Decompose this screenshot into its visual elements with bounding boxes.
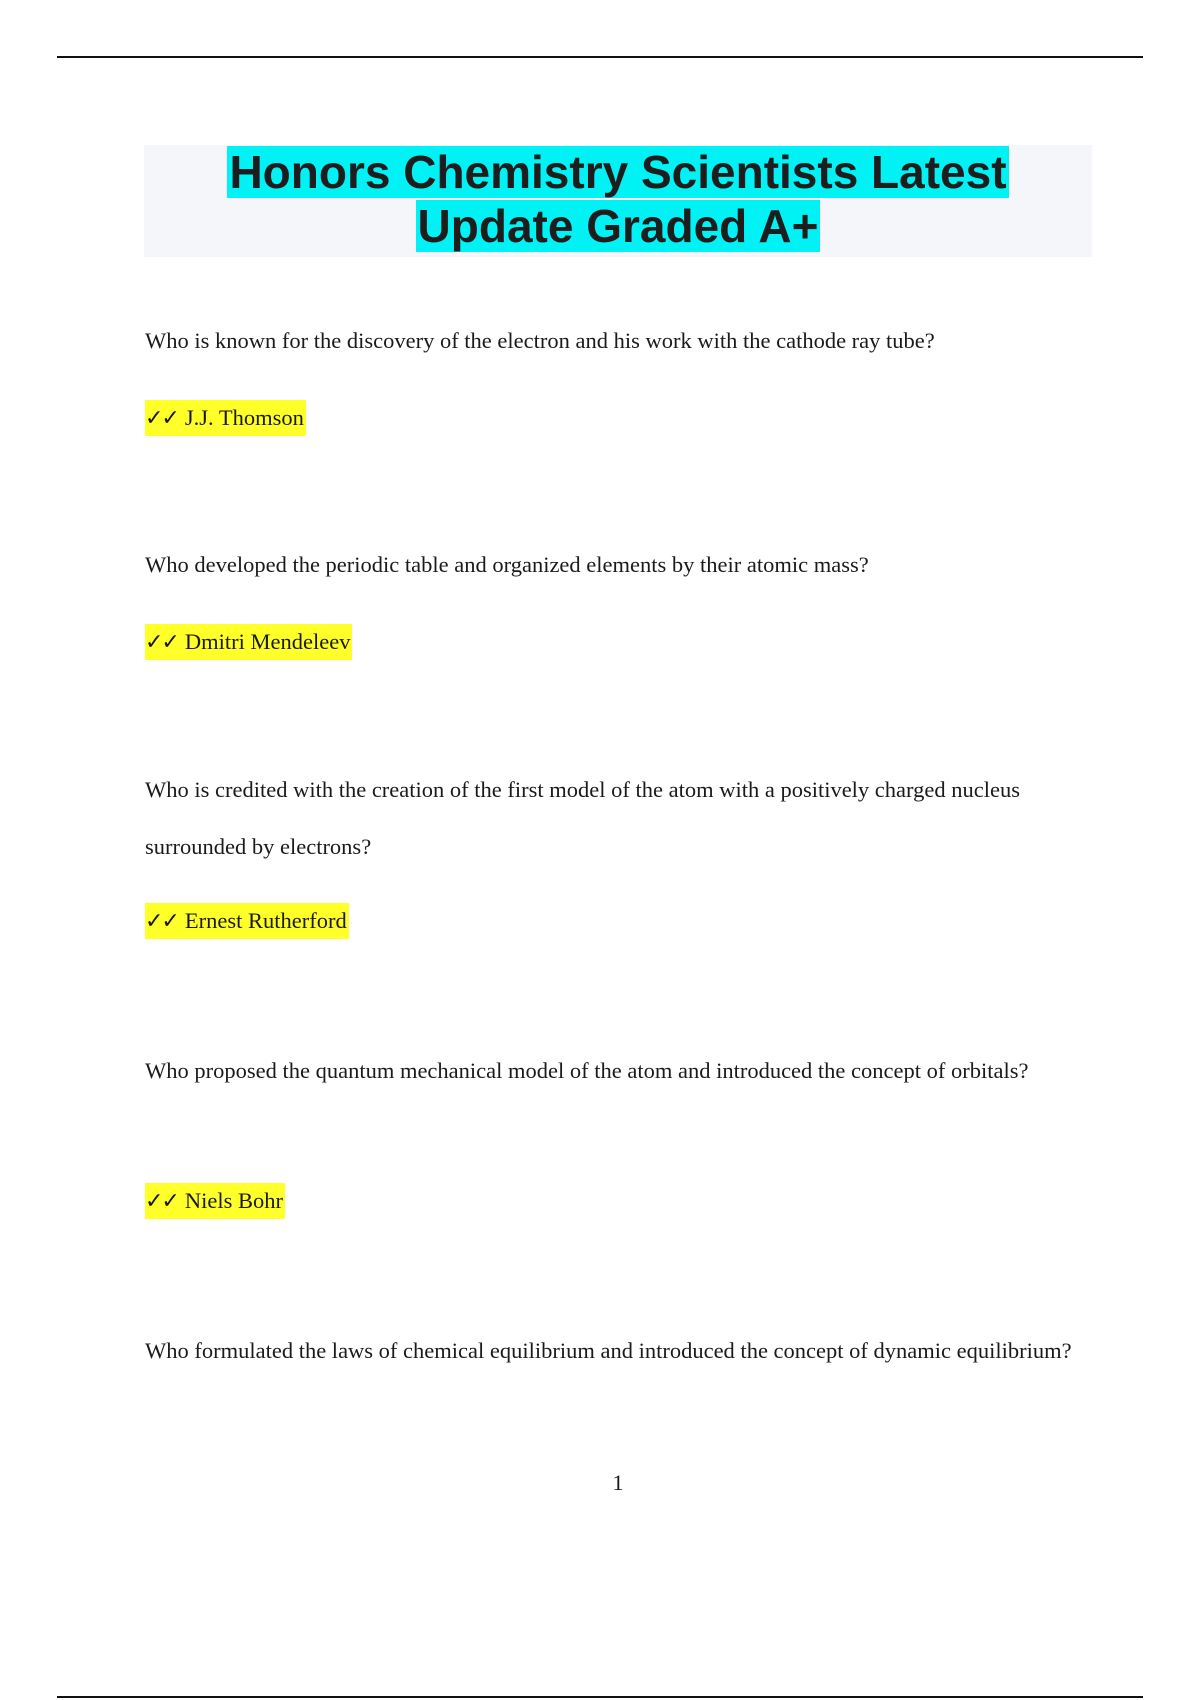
answer-1 — [145, 400, 306, 436]
question-2: Who developed the periodic table and organized elements by their atomic mass? — [145, 552, 869, 577]
title-line-1: Honors Chemistry Scientists Latest — [229, 146, 1007, 198]
double-check-icon: ✓✓ — [145, 406, 178, 431]
document-title — [144, 145, 1092, 257]
answer-2 — [145, 624, 352, 660]
answer-3-text: Ernest Rutherford — [184, 908, 347, 933]
answer-4 — [145, 1183, 285, 1219]
title-line-2: Update Graded A+ — [417, 200, 819, 252]
page-number: 1 — [612, 1470, 624, 1495]
answer-3 — [145, 903, 349, 939]
double-check-icon: ✓✓ — [145, 909, 178, 934]
question-1: Who is known for the discovery of the electron and his work with the cathode ray tube? — [145, 328, 935, 353]
header-rule — [57, 56, 1143, 58]
answer-1-text: J.J. Thomson — [184, 405, 304, 430]
question-5: Who formulated the laws of chemical equilibrium and introduced the concept of dynamic equilibrium? — [145, 1338, 1072, 1363]
question-3: Who is credited with the creation of the first model of the atom with a positively charged nucleus surrounded by electrons? — [145, 777, 1020, 859]
double-check-icon: ✓✓ — [145, 1189, 178, 1214]
double-check-icon: ✓✓ — [145, 630, 178, 655]
question-4: Who proposed the quantum mechanical model of the atom and introduced the concept of orbitals? — [145, 1058, 1029, 1083]
answer-2-text: Dmitri Mendeleev — [184, 629, 351, 654]
footer-rule — [57, 1696, 1143, 1698]
answer-4-text: Niels Bohr — [184, 1188, 283, 1213]
